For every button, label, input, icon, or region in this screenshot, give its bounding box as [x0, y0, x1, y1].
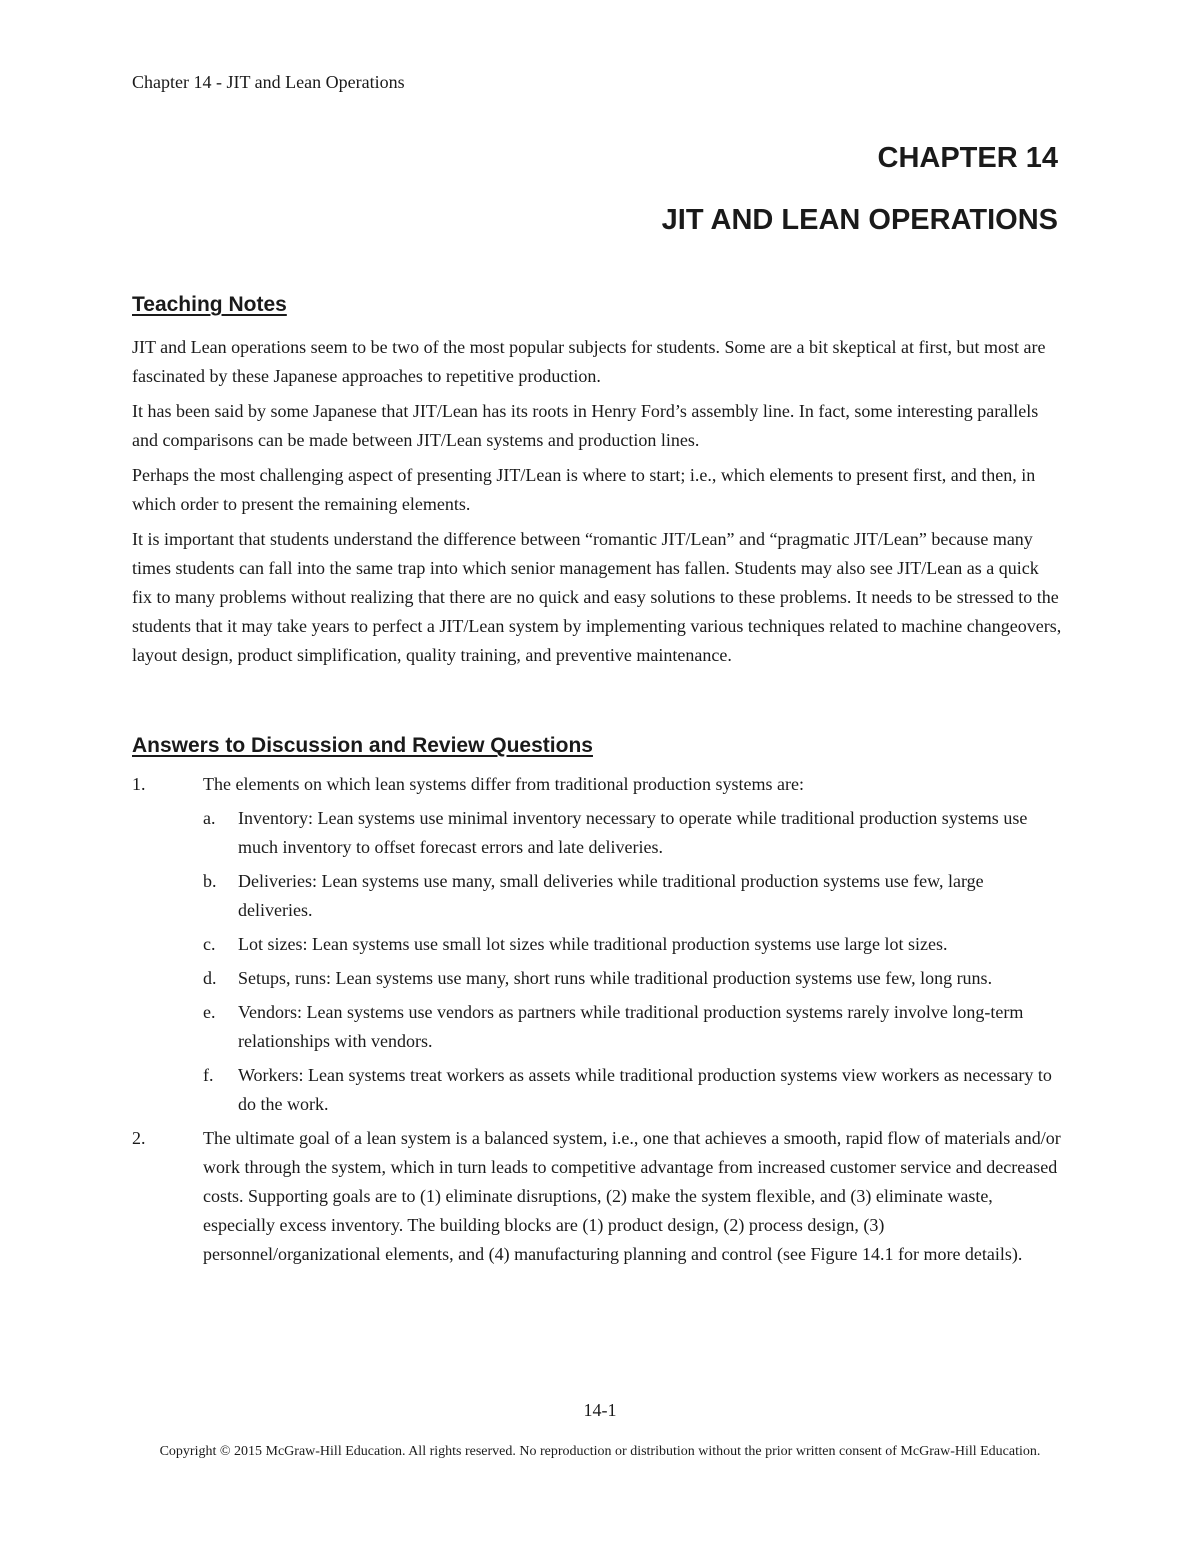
answers-list — [132, 770, 1062, 1274]
sub-item-text: Vendors: Lean systems use vendors as partners while traditional production systems rarely involve long-term relationships with vendors. — [238, 1002, 1024, 1051]
question-number: 2. — [132, 1128, 146, 1148]
sub-item-lot-sizes — [203, 930, 1062, 959]
sub-item-text: Lot sizes: Lean systems use small lot sizes while traditional production systems use large lot sizes. — [238, 934, 948, 954]
sub-item-text: Setups, runs: Lean systems use many, short runs while traditional production systems use few, long runs. — [238, 968, 993, 988]
sub-item-letter: a. — [203, 808, 216, 828]
question-number: 1. — [132, 774, 146, 794]
teaching-notes-body — [132, 333, 1062, 676]
question-text: The ultimate goal of a lean system is a balanced system, i.e., one that achieves a smooth, rapid flow of materials and/or work through the system, which in turn leads to competitive advantage from increased customer service and decreased costs. Supporting goals are to (1) eliminate disruptions, (2) make the system flexible, and (3) eliminate waste, especially excess inventory. The building blocks are (1) product design, (2) process design, (3) personnel/organizational elements, and (4) manufacturing planning and control (see Figure 14.1 for more details). — [203, 1128, 1061, 1264]
question-2 — [132, 1124, 1062, 1269]
question-text: The elements on which lean systems differ from traditional production systems are: — [203, 774, 805, 794]
teaching-notes-paragraph: JIT and Lean operations seem to be two of the most popular subjects for students. Some are a bit skeptical at first, but most are fascinated by these Japanese approaches to repetitive production. — [132, 337, 1046, 386]
copyright-notice: Copyright © 2015 McGraw-Hill Education. All rights reserved. No reproduction or distribution without the prior written consent of McGraw-Hill Education. — [159, 1444, 1041, 1459]
teaching-notes-heading: Teaching Notes — [132, 293, 287, 316]
running-header: Chapter 14 - JIT and Lean Operations — [132, 72, 405, 92]
chapter-title: JIT AND LEAN OPERATIONS — [661, 204, 1058, 236]
sub-item-text: Deliveries: Lean systems use many, small deliveries while traditional production systems use few, large deliveries. — [238, 871, 984, 920]
sub-item-text: Inventory: Lean systems use minimal inventory necessary to operate while traditional production systems use much inventory to offset forecast errors and late deliveries. — [238, 808, 1028, 857]
question-1 — [132, 770, 1062, 1119]
sub-item-vendors — [203, 998, 1062, 1056]
sub-item-setups-runs — [203, 964, 1062, 993]
sub-item-letter: f. — [203, 1065, 214, 1085]
chapter-number: CHAPTER 14 — [877, 142, 1058, 174]
page-number: 14-1 — [583, 1400, 617, 1420]
teaching-notes-paragraph: It has been said by some Japanese that JIT/Lean has its roots in Henry Ford’s assembly line. In fact, some interesting parallels and comparisons can be made between JIT/Lean systems and production lines. — [132, 401, 1039, 450]
sub-item-text: Workers: Lean systems treat workers as assets while traditional production systems view workers as necessary to do the work. — [238, 1065, 1052, 1114]
sub-item-letter: d. — [203, 968, 217, 988]
sub-item-inventory — [203, 804, 1062, 862]
sub-item-workers — [203, 1061, 1062, 1119]
sub-item-letter: b. — [203, 871, 217, 891]
teaching-notes-paragraph: Perhaps the most challenging aspect of presenting JIT/Lean is where to start; i.e., which elements to present first, and then, in which order to present the remaining elements. — [132, 465, 1036, 514]
teaching-notes-paragraph: It is important that students understand the difference between “romantic JIT/Lean” and “pragmatic JIT/Lean” because many times students can fall into the same trap into which senior management has fallen. Students may also see JIT/Lean as a quick fix to many problems without realizing that there are no quick and easy solutions to these problems. It needs to be stressed to the students that it may take years to perfect a JIT/Lean system by implementing various techniques related to machine changeovers, layout design, product simplification, quality training, and preventive maintenance. — [132, 529, 1062, 665]
sub-item-letter: c. — [203, 934, 216, 954]
answers-heading: Answers to Discussion and Review Questions — [132, 734, 593, 757]
sub-item-letter: e. — [203, 1002, 216, 1022]
sub-item-deliveries — [203, 867, 1062, 925]
